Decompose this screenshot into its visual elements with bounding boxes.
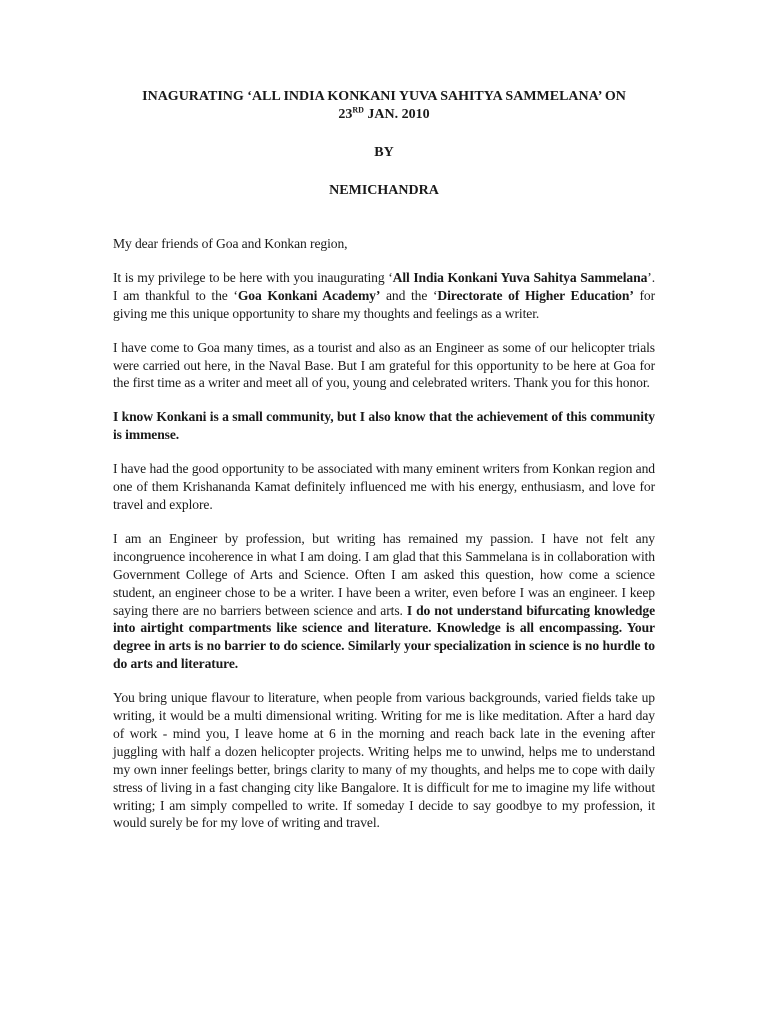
p1-bold-3: Directorate of Higher Education’ bbox=[437, 287, 634, 303]
greeting-paragraph: My dear friends of Goa and Konkan region, bbox=[113, 236, 348, 251]
title-line-1: INAGURATING ‘ALL INDIA KONKANI YUVA SAHITYA SAMMELANA’ ON bbox=[142, 89, 626, 104]
paragraph-3 bbox=[113, 408, 655, 444]
author-name: NEMICHANDRA bbox=[329, 183, 439, 198]
p5-bold: I do not understand bifurcating knowledge into airtight compartments like science and literature. Knowledge is all encompassing. Your degree in arts is no barrier to do science. Similarly your specialization in science is no hurdle to do arts and literature. bbox=[113, 602, 655, 672]
title-date-number: 23 bbox=[338, 107, 353, 122]
paragraph-4: I have had the good opportunity to be associated with many eminent writers from Konkan region and one of them Krishananda Kamat definitely influenced me with his energy, enthusiasm, and love for travel and explore. bbox=[113, 461, 655, 512]
title-date-suffix: RD bbox=[352, 105, 364, 115]
document-page bbox=[113, 88, 655, 848]
paragraph-1 bbox=[113, 269, 655, 323]
p5-text: I am an Engineer by profession, but writing has remained my passion. I have not felt any incongruence incoherence in what I am doing. I am glad that this Sammelana is in collaboration with Government College of Arts and Science. Often I am asked this question, how come a science student, an engineer chose to be a writer. I have been a writer, even before I was an engineer. I keep saying there are no barriers between science and arts. bbox=[113, 530, 655, 618]
paragraph-6: You bring unique flavour to literature, when people from various backgrounds, varied fields take up writing, it would be a multi dimensional writing. Writing for me is like meditation. After a hard day of work - mind you, I leave home at 6 in the morning and reach back late in the evening after juggling with half a dozen helicopter projects. Writing helps me to unwind, helps me to understand my own inner feelings better, brings clarity to many of my thoughts, and helps me to cope with daily stress of living in a fast changing city like Bangalore. It is difficult for me to imagine my life without writing; I am simply compelled to write. If someday I decide to say goodbye to my profession, it would surely be for my love of writing and travel. bbox=[113, 690, 655, 831]
paragraph-5 bbox=[113, 530, 655, 673]
document-title bbox=[113, 88, 655, 124]
paragraph-2: I have come to Goa many times, as a tourist and also as an Engineer as some of our helicopter trials were carried out here, in the Naval Base. But I am grateful for this opportunity to be here at Goa for the first time as a writer and meet all of you, young and celebrated writers. Thank you for this honor. bbox=[113, 339, 655, 391]
p1-text-1: It is my privilege to be here with you inaugurating ‘ bbox=[113, 269, 393, 285]
p1-bold-1: All India Konkani Yuva Sahitya Sammelana bbox=[392, 269, 648, 285]
title-date-rest: JAN. 2010 bbox=[363, 107, 430, 122]
p1-text-3: and the ‘ bbox=[380, 287, 438, 303]
p1-bold-2: Goa Konkani Academy’ bbox=[237, 287, 381, 303]
p1-text-2: ’. I am thankful to the ‘ bbox=[113, 269, 655, 303]
p3-bold: I know Konkani is a small community, but I also know that the achievement of this community is immense. bbox=[113, 409, 655, 443]
byline-by: BY bbox=[374, 145, 394, 160]
p1-text-4: for giving me this unique opportunity to share my thoughts and feelings as a writer. bbox=[113, 287, 655, 321]
